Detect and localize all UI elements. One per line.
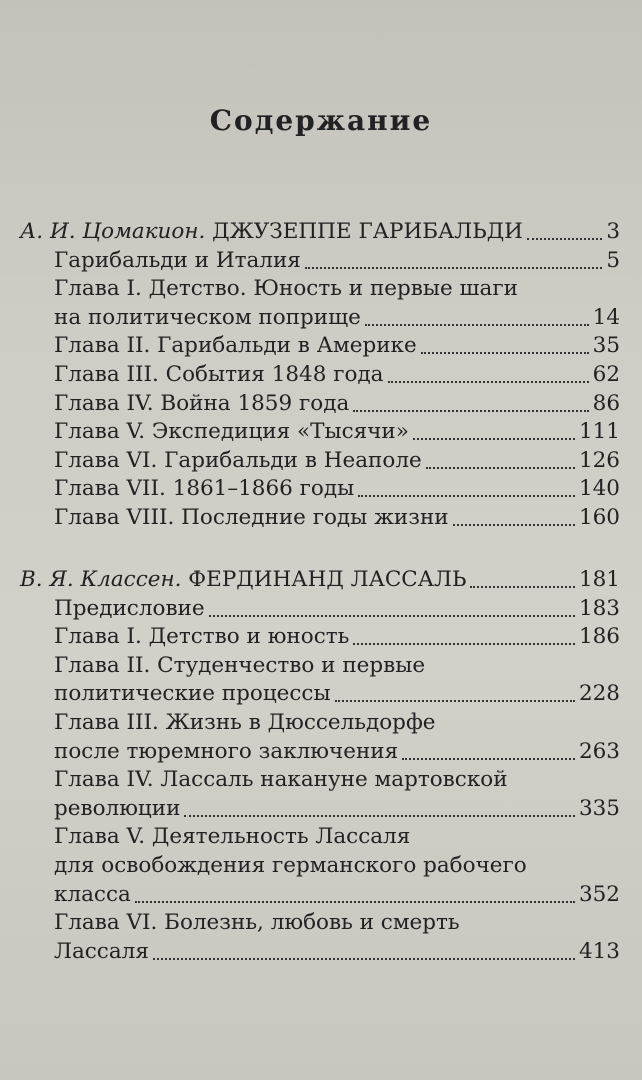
entry-title: на политическом поприще (54, 304, 361, 330)
entry-title: Глава I. Детство и юность (54, 624, 350, 650)
section-heading (20, 566, 620, 594)
toc-entry (54, 738, 620, 766)
entry-title: Глава II. Студенчество и первые (54, 652, 426, 678)
entry-title: политические процессы (54, 681, 331, 707)
entry-title (20, 218, 523, 246)
entry-title: Глава III. События 1848 года (54, 362, 384, 387)
entry-title: Глава IV. Война 1859 года (54, 390, 350, 416)
toc-entry-line (54, 709, 620, 737)
toc-entry (54, 332, 620, 360)
toc-entry (54, 304, 620, 332)
toc-entry (54, 475, 620, 503)
entry-title: Гарибальди и Италия (54, 247, 301, 273)
toc-entry-line (54, 766, 620, 794)
leader-dots (413, 437, 575, 440)
leader-dots (353, 642, 575, 645)
toc-entry-line (54, 909, 620, 937)
leader-dots (335, 699, 575, 702)
page-number: 140 (578, 476, 620, 502)
section-heading (20, 218, 620, 246)
page-number: 160 (578, 505, 620, 530)
leader-dots (470, 585, 574, 588)
entry-title: Глава VI. Гарибальди в Неаполе (54, 447, 422, 473)
leader-dots (365, 323, 589, 326)
page-title: Содержание (209, 104, 433, 137)
work-title: ДЖУЗЕППЕ ГАРИБАЛЬДИ (212, 219, 523, 244)
toc-entry (54, 361, 620, 389)
toc-entry (54, 595, 620, 623)
entry-title: Глава III. Жизнь в Дюссельдорфе (54, 710, 436, 735)
page-number: 413 (578, 938, 620, 964)
entry-title: Глава IV. Лассаль накануне мартовской (54, 767, 508, 793)
page-number: 86 (592, 390, 620, 416)
entry-title: Предисловие (54, 595, 205, 621)
toc-entry (54, 418, 620, 446)
page-number: 181 (578, 567, 620, 592)
toc-entry-line (54, 652, 620, 680)
entry-title: для освобождения германского рабочего (54, 853, 527, 878)
page-number: 62 (592, 362, 620, 387)
leader-dots (421, 351, 589, 354)
leader-dots (184, 814, 575, 817)
page-number: 5 (606, 247, 620, 273)
author-name: А. И. Цомакион. (20, 219, 213, 244)
toc-entry (54, 390, 620, 418)
entry-title: класса (54, 881, 131, 907)
entry-title (20, 566, 466, 594)
toc-entry-line (54, 823, 620, 851)
leader-dots (453, 523, 575, 526)
page-number: 35 (592, 333, 620, 359)
toc-entry (54, 504, 620, 532)
entry-title: Глава VIII. Последние годы жизни (54, 505, 449, 530)
entry-title: Глава VII. 1861–1866 годы (54, 476, 355, 502)
leader-dots (388, 380, 589, 383)
leader-dots (402, 757, 575, 760)
page-number: 263 (578, 738, 620, 764)
page-number: 3 (606, 219, 620, 244)
entry-title: Глава II. Гарибальди в Америке (54, 333, 417, 359)
leader-dots (353, 409, 588, 412)
page-number: 14 (592, 304, 620, 330)
work-title: ФЕРДИНАНД ЛАССАЛЬ (188, 567, 467, 592)
leader-dots (135, 900, 575, 903)
page-number: 183 (578, 595, 620, 621)
toc-entry (54, 247, 620, 275)
page-number: 186 (578, 624, 620, 650)
author-name: В. Я. Классен. (20, 567, 189, 592)
entry-title: Глава V. Экспедиция «Тысячи» (54, 419, 409, 445)
toc-entry (54, 680, 620, 708)
entry-title: после тюремного заключения (54, 738, 399, 764)
toc-entry (54, 795, 620, 823)
leader-dots (426, 466, 575, 469)
toc-entry (54, 938, 620, 966)
page-number: 126 (578, 447, 620, 473)
entry-title: Глава V. Деятельность Лассаля (54, 824, 411, 850)
leader-dots (153, 957, 575, 960)
entry-title: революции (54, 795, 181, 821)
page-number: 352 (578, 881, 620, 907)
toc-entry-line (54, 852, 620, 880)
entry-title: Глава I. Детство. Юность и первые шаги (54, 276, 518, 302)
toc-entry (54, 447, 620, 475)
leader-dots (527, 237, 602, 240)
toc-entry-line (54, 275, 620, 303)
page-number: 335 (578, 795, 620, 821)
leader-dots (209, 614, 575, 617)
entry-title: Глава VI. Болезнь, любовь и смерть (54, 910, 460, 936)
leader-dots (358, 494, 575, 497)
toc-entry (54, 623, 620, 651)
entry-title: Лассаля (54, 938, 149, 964)
toc-entry (54, 881, 620, 909)
page-number: 228 (578, 681, 620, 707)
leader-dots (305, 266, 602, 269)
page-number: 111 (578, 419, 620, 445)
